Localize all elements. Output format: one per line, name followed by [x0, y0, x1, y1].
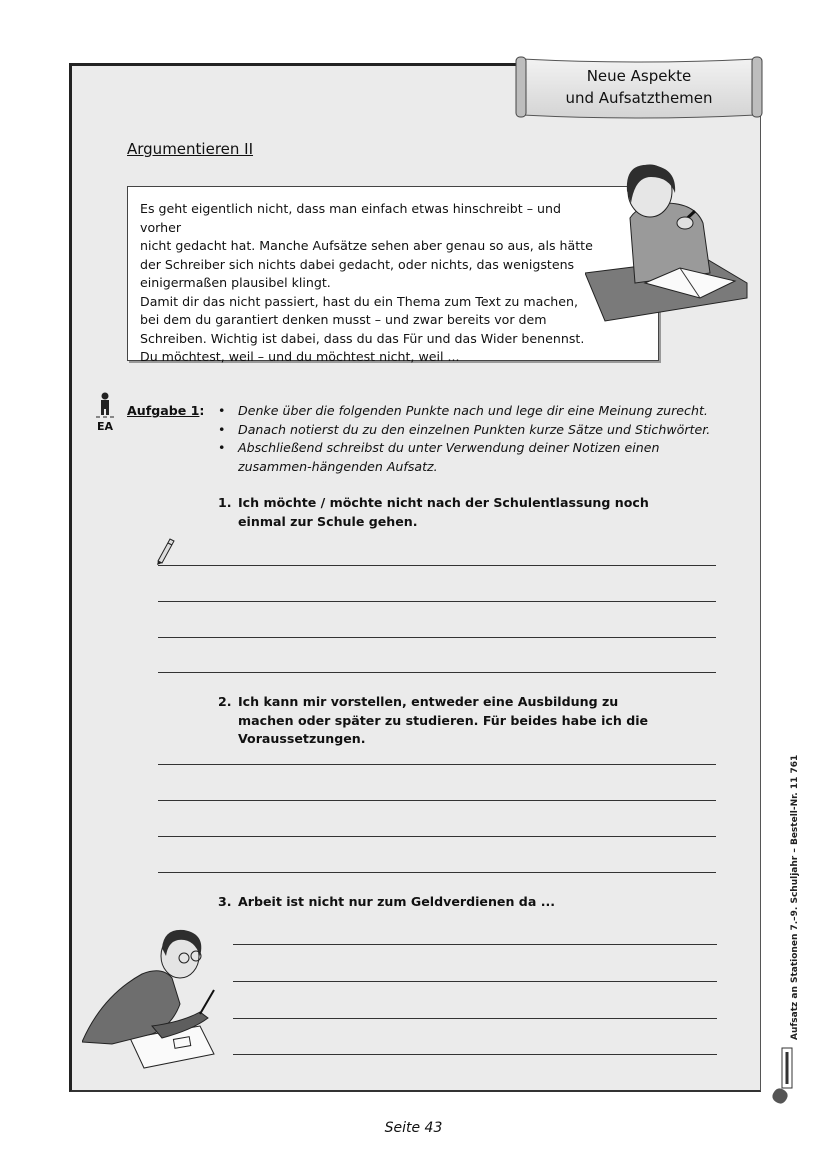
publisher-logo: [770, 1044, 796, 1110]
task-label: [127, 403, 204, 418]
answer-line[interactable]: [233, 981, 717, 982]
header-scroll: [514, 55, 764, 121]
instruction-item: • Abschließend schreibst du unter Verwendung deiner Notizen einen zusammen-hängenden Aufsatz.: [218, 439, 718, 476]
order-number-sidebar: Aufsatz an Stationen 7.–9. Schuljahr – Bestell-Nr. 11 761: [790, 754, 800, 1040]
task-instructions: [218, 402, 718, 476]
instruction-item: • Danach notierst du zu den einzelnen Punkten kurze Sätze und Stichwörter.: [218, 421, 718, 440]
section-title: Argumentieren II: [127, 140, 254, 158]
task-label-colon: :: [199, 403, 205, 418]
man-writing-icon: [82, 926, 218, 1080]
answer-line[interactable]: [233, 1018, 717, 1019]
question-text: Ich kann mir vorstellen, entweder eine Ausbildung zu machen oder später zu studieren. Für beides habe ich die Voraussetzungen.: [238, 694, 649, 746]
answer-line[interactable]: [158, 672, 716, 673]
header-title-line1: Neue Aspekte: [586, 67, 692, 85]
answer-line[interactable]: [158, 836, 716, 837]
answer-line[interactable]: [158, 800, 716, 801]
question-text: Arbeit ist nicht nur zum Geldverdienen da ...: [238, 894, 556, 909]
answer-line[interactable]: [233, 1054, 717, 1055]
answer-line[interactable]: [158, 872, 716, 873]
answer-line[interactable]: [158, 601, 716, 602]
question-number: 3.: [218, 894, 232, 909]
ea-label: EA: [96, 420, 114, 433]
page-number: Seite 43: [384, 1120, 443, 1136]
question-text: Ich möchte / möchte nicht nach der Schulentlassung noch einmal zur Schule gehen.: [238, 495, 649, 529]
publisher-logo-icon: [770, 1044, 796, 1106]
question-1: [218, 494, 678, 531]
pencil-icon: [154, 535, 176, 569]
task-label-text: Aufgabe 1: [127, 403, 200, 418]
question-number: 1.: [218, 495, 232, 510]
answer-line[interactable]: [158, 637, 716, 638]
header-title-line2: und Aufsatzthemen: [565, 89, 713, 107]
question-3: [218, 893, 678, 912]
question-number: 2.: [218, 694, 232, 709]
intro-text: Es geht eigentlich nicht, dass man einfach etwas hinschreibt – und vorher nicht gedacht hat. Manche Aufsätze sehen aber genau so aus, als hätte der Schreiber sich nichts dabei gedacht, oder nichts, das wenigstens einigermaßen plausibel klingt. Damit dir das nicht passiert, hast du ein Thema zum Text zu machen, bei dem du garantiert denken musst – und zwar bereits vor dem Schreiben. Wichtig ist dabei, dass du das Für und das Wider benennst. Du möchtest, weil – und du möchtest nicht, weil ...: [140, 201, 593, 364]
question-2: [218, 693, 678, 749]
answer-line[interactable]: [158, 764, 716, 765]
answer-line[interactable]: [233, 944, 717, 945]
answer-line[interactable]: [158, 565, 716, 566]
girl-reading-icon: [585, 163, 750, 327]
instruction-item: • Denke über die folgenden Punkte nach und lege dir eine Meinung zurecht.: [218, 402, 718, 421]
individual-work-icon: [92, 392, 118, 433]
